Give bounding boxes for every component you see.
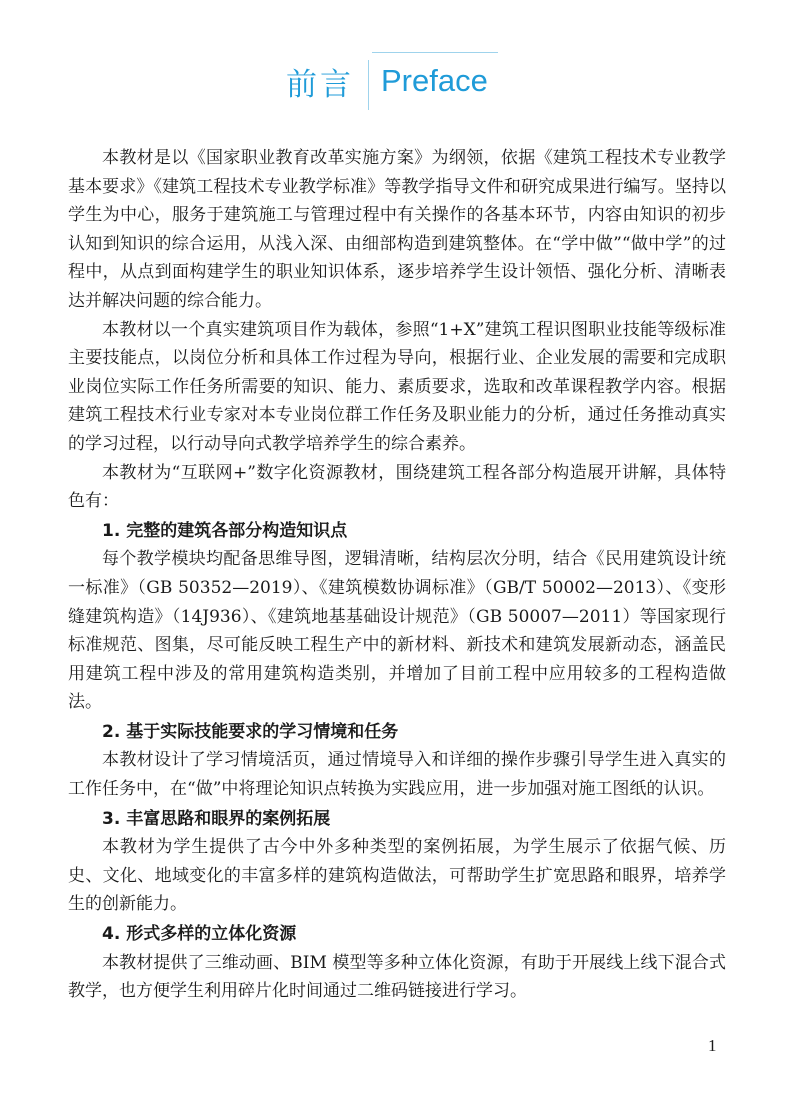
preface-body: [68, 144, 726, 1006]
feature-text-3: 本教材为学生提供了古今中外多种类型的案例拓展，为学生展示了依据气候、历史、文化、地域变化的丰富多样的建筑构造做法，可帮助学生扩宽思路和眼界，培养学生的创新能力。: [68, 837, 726, 915]
page-number: 1: [708, 1036, 717, 1055]
intro-paragraph-3: 本教材为“互联网+”数字化资源教材，围绕建筑工程各部分构造展开讲解，具体特色有：: [68, 462, 726, 512]
feature-heading-4: 4. 形式多样的立体化资源: [102, 924, 297, 945]
feature-text-4: 本教材提供了三维动画、BIM 模型等多种立体化资源，有助于开展线上线下混合式教学，也方便学生利用碎片化时间通过二维码链接进行学习。: [68, 952, 726, 1002]
feature-text-1: 每个教学模块均配备思维导图，逻辑清晰，结构层次分明，结合《民用建筑设计统一标准》（GB 50352—2019）、《建筑模数协调标准》（GB/T 50002—2013）、《变形缝建筑构造》（14J936）、《建筑地基基础设计规范》（GB 50007—2011）等国家现行标准规范、图集，尽可能反映工程生产中的新材料、新技术和建筑发展新动态，涵盖民用建筑工程中涉及的常用建筑构造类别，并增加了目前工程中应用较多的工程构造做法。: [68, 549, 726, 713]
feature-text-2: 本教材设计了学习情境活页，通过情境导入和详细的操作步骤引导学生进入真实的工作任务中，在“做”中将理论知识点转换为实践应用，进一步加强对施工图纸的认识。: [68, 750, 726, 800]
feature-heading-2: 2. 基于实际技能要求的学习情境和任务: [102, 721, 399, 742]
feature-heading-3: 3. 丰富思路和眼界的案例拓展: [102, 808, 331, 829]
intro-paragraph-2: 本教材以一个真实建筑项目作为载体，参照“1+X”建筑工程识图职业技能等级标准主要技能点，以岗位分析和具体工作过程为导向，根据行业、企业发展的需要和完成职业岗位实际工作任务所需要的知识、能力、素质要求，选取和改革课程教学内容。根据建筑工程技术行业专家对本专业岗位群工作任务及职业能力的分析，通过任务推动真实的学习过程，以行动导向式教学培养学生的综合素养。: [68, 319, 726, 454]
feature-heading-1: 1. 完整的建筑各部分构造知识点: [102, 520, 348, 541]
heading-divider: [368, 60, 369, 110]
heading-title-en: Preface: [381, 63, 488, 98]
heading-title-cn: 前言: [286, 66, 354, 103]
intro-paragraph-1: 本教材是以《国家职业教育改革实施方案》为纲领，依据《建筑工程技术专业教学基本要求》《建筑工程技术专业教学标准》等教学指导文件和研究成果进行编写。坚持以学生为中心，服务于建筑施工与管理过程中有关操作的各基本环节，内容由知识的初步认知到知识的综合运用，从浅入深、由细部构造到建筑整体。在“学中做”“做中学”的过程中，从点到面构建学生的职业知识体系，逐步培养学生设计领悟、强化分析、清晰表达并解决问题的综合能力。: [68, 148, 726, 311]
page-heading: [286, 52, 488, 110]
